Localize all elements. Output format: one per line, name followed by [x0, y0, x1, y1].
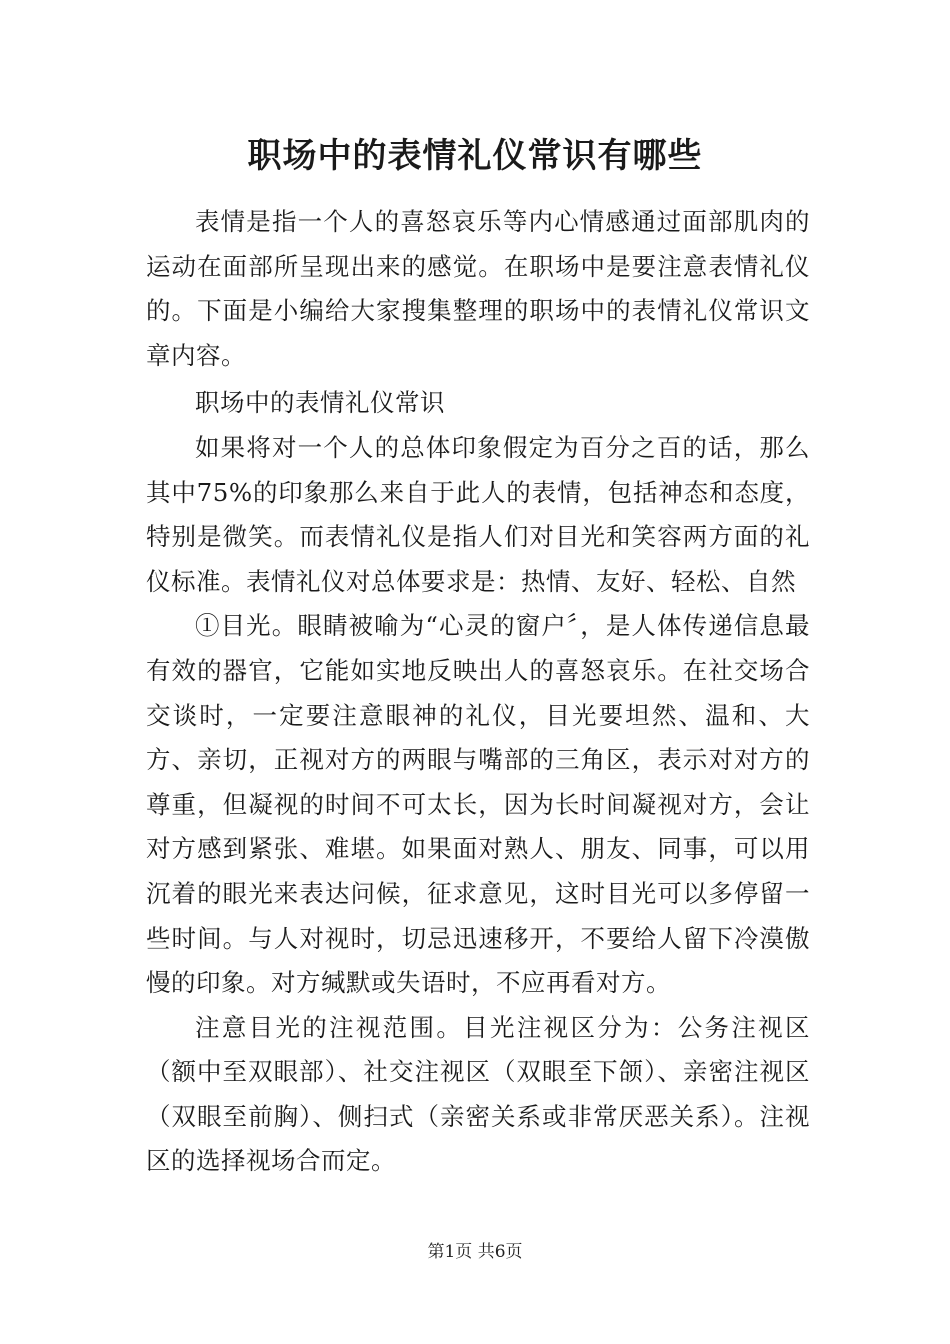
- page-title: 职场中的表情礼仪常识有哪些: [247, 136, 703, 176]
- overview-paragraph: 如果将对一个人的总体印象假定为百分之百的话，那么其中75%的印象那么来自于此人的表情，包括神态和态度，特别是微笑。而表情礼仪是指人们对目光和笑容两方面的礼仪标准。表情礼仪对总体要求是：热情、友好、轻松、自然: [146, 432, 810, 596]
- section-heading: 职场中的表情礼仪常识: [195, 388, 445, 418]
- page-number-footer: 第1页 共6页: [427, 1242, 523, 1262]
- intro-paragraph: 表情是指一个人的喜怒哀乐等内心情感通过面部肌肉的运动在面部所呈现出来的感觉。在职场中是要注意表情礼仪的。下面是小编给大家搜集整理的职场中的表情礼仪常识文章内容。: [146, 207, 810, 370]
- gaze-zone-paragraph: 注意目光的注视范围。目光注视区分为：公务注视区（额中至双眼部）、社交注视区（双眼至下颌）、亲密注视区（双眼至前胸）、侧扫式（亲密关系或非常厌恶关系）。注视区的选择视场合而定。: [146, 1012, 810, 1176]
- document-body: [146, 200, 810, 1184]
- eye-contact-paragraph: ①目光。眼睛被喻为“心灵的窗户〞，是人体传递信息最有效的器官，它能如实地反映出人的喜怒哀乐。在社交场合交谈时，一定要注意眼神的礼仪，目光要坦然、温和、大方、亲切，正视对方的两眼与嘴部的三角区，表示对对方的尊重，但凝视的时间不可太长，因为长时间凝视对方，会让对方感到紧张、难堪。如果面对熟人、朋友、同事，可以用沉着的眼光来表达问候，征求意见，这时目光可以多停留一些时间。与人对视时，切忌迅速移开，不要给人留下冷漠傲慢的印象。对方缄默或失语时，不应再看对方。: [146, 611, 810, 998]
